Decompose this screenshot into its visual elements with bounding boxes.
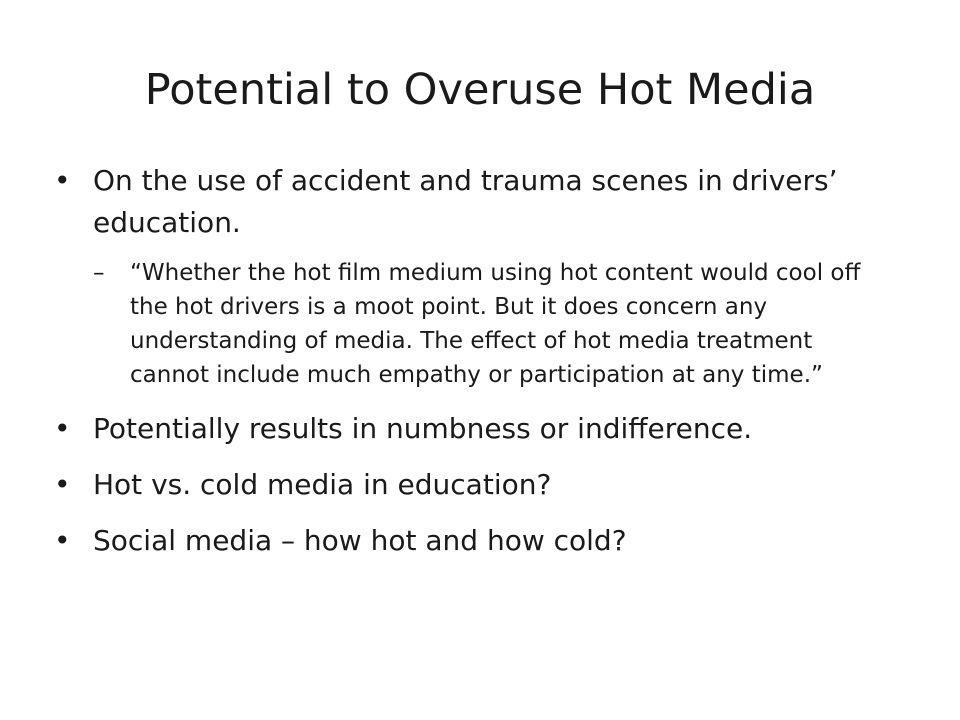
bullet-item [54, 464, 914, 506]
bullet-text: On the use of accident and trauma scenes in drivers’ education. [93, 164, 838, 239]
bullet-marker: • [54, 164, 71, 197]
bullet-item [54, 408, 914, 450]
quote-text: “Whether the hot film medium using hot content would cool off the hot drivers is a moot point. But it does concern any understanding of media. The effect of hot media treatment cannot include much empathy or participation at any time.” [130, 260, 861, 388]
bullet-text: Potentially results in numbness or indifference. [93, 412, 753, 445]
sub-bullet-marker: – [93, 260, 105, 286]
bullet-item [54, 160, 914, 244]
sub-bullet-item [93, 256, 890, 392]
slide-title: Potential to Overuse Hot Media [144, 65, 816, 115]
bullet-marker: • [54, 412, 71, 445]
slide-body [54, 160, 914, 562]
bullet-marker: • [54, 524, 71, 557]
bullet-text: Hot vs. cold media in education? [93, 468, 552, 501]
bullet-item [54, 520, 914, 562]
bullet-marker: • [54, 468, 71, 501]
bullet-text: Social media – how hot and how cold? [93, 524, 627, 557]
